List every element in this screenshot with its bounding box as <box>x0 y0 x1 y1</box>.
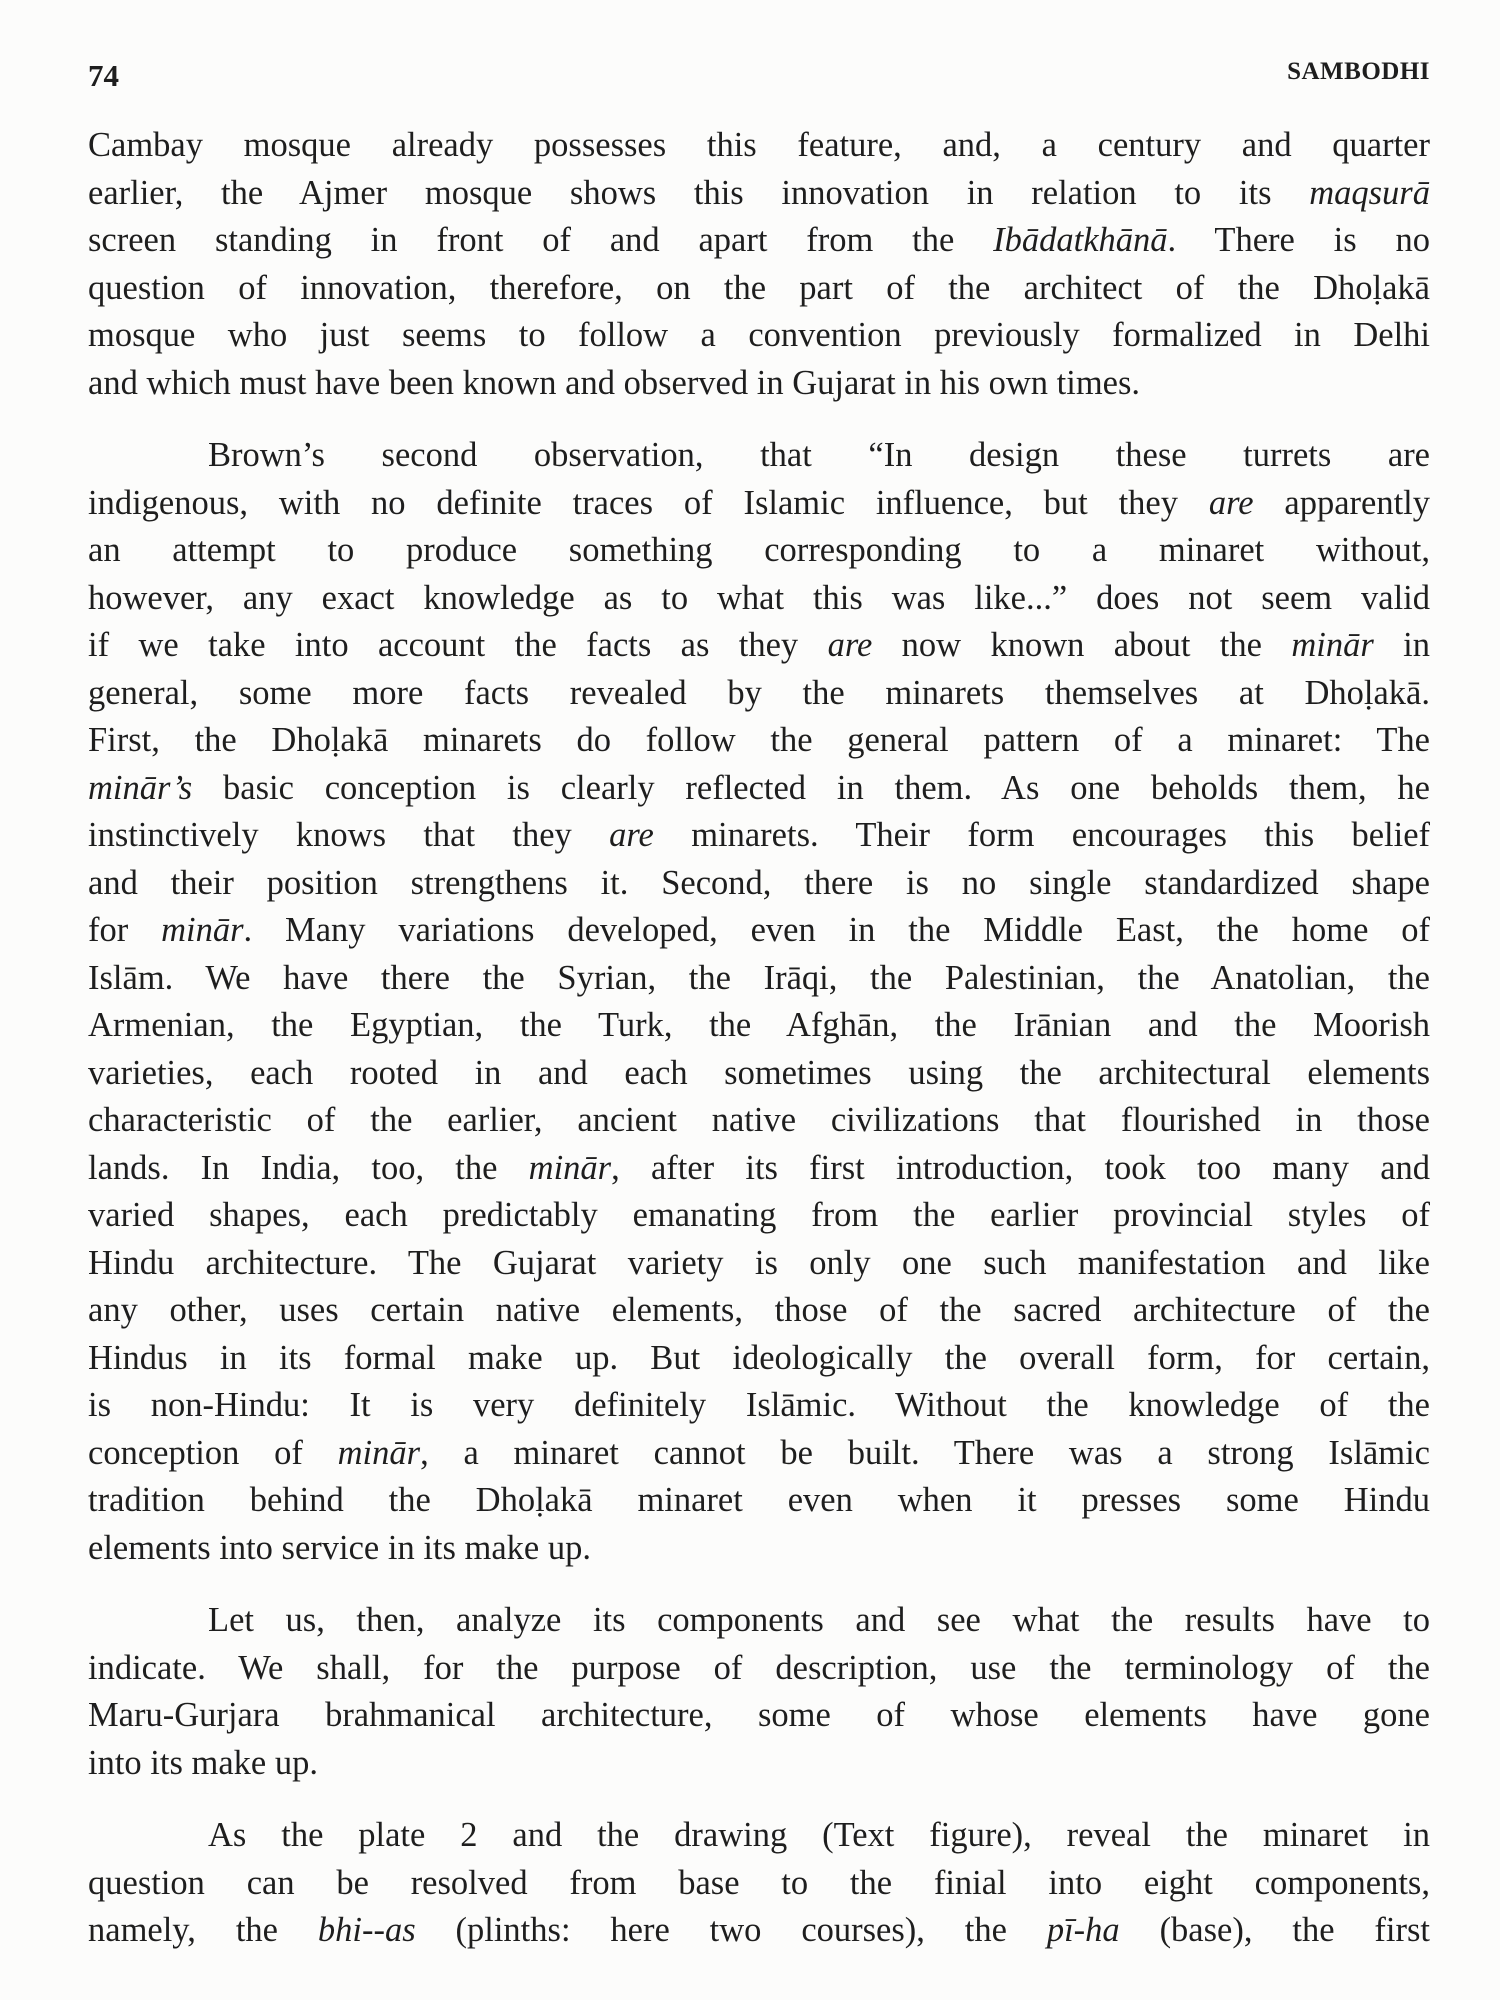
text-line: namely, the bhi--as (plinths: here two courses), the pī-ha (base), the first <box>88 1911 1430 1949</box>
paragraph-3 <box>88 1597 1430 1787</box>
text-line: conception of minār, a minaret cannot be built. There was a strong Islāmic <box>88 1433 1430 1472</box>
body-text <box>88 122 1430 1955</box>
paragraph-2 <box>88 432 1430 1572</box>
text-line: question can be resolved from base to the finial into eight components, <box>88 1863 1430 1902</box>
page-number: 74 <box>88 58 119 93</box>
text-line: Hindus in its formal make up. But ideologically the overall form, for certain, <box>88 1338 1430 1377</box>
text-line: any other, uses certain native elements, those of the sacred architecture of the <box>88 1291 1430 1329</box>
text-line: lands. In India, too, the minār, after its first introduction, took too many and <box>88 1148 1431 1187</box>
text-line: indicate. We shall, for the purpose of description, use the terminology of the <box>88 1648 1430 1687</box>
text-line: minār’s basic conception is clearly reflected in them. As one beholds them, he <box>88 768 1430 807</box>
text-line: characteristic of the earlier, ancient native civilizations that flourished in those <box>88 1101 1430 1139</box>
text-line: mosque who just seems to follow a convention previously formalized in Delhi <box>88 316 1430 354</box>
text-line: into its make up. <box>88 1743 318 1782</box>
text-line: indigenous, with no definite traces of Islamic influence, but they are apparently <box>88 483 1430 522</box>
text-line: Islām. We have there the Syrian, the Irāqi, the Palestinian, the Anatolian, the <box>88 958 1430 997</box>
text-line: tradition behind the Dhoḷakā minaret even when it presses some Hindu <box>88 1481 1430 1519</box>
text-line: Armenian, the Egyptian, the Turk, the Afghān, the Irānian and the Moorish <box>88 1006 1430 1044</box>
page-header <box>88 58 1430 98</box>
running-head: SAMBODHI <box>1287 58 1430 85</box>
text-line: and their position strengthens it. Second, there is no single standardized shape <box>88 863 1430 902</box>
text-line: elements into service in its make up. <box>88 1528 591 1567</box>
text-line: however, any exact knowledge as to what this was like...” does not seem valid <box>88 578 1430 617</box>
text-line: screen standing in front of and apart from the Ibādatkhānā. There is no <box>88 221 1431 259</box>
text-line: Brown’s second observation, that “In design these turrets are <box>208 436 1430 474</box>
text-line: Hindu architecture. The Gujarat variety is only one such manifestation and like <box>88 1243 1430 1282</box>
paragraph-1 <box>88 122 1430 407</box>
text-line: earlier, the Ajmer mosque shows this innovation in relation to its maqsurā <box>88 173 1430 212</box>
text-line: question of innovation, therefore, on the part of the architect of the Dhoḷakā <box>88 268 1430 307</box>
text-line: if we take into account the facts as they are now known about the minār in <box>88 626 1430 664</box>
text-line: Maru-Gurjara brahmanical architecture, some of whose elements have gone <box>88 1696 1430 1734</box>
text-line: an attempt to produce something corresponding to a minaret without, <box>88 531 1430 569</box>
text-line: As the plate 2 and the drawing (Text figure), reveal the minaret in <box>208 1816 1430 1854</box>
text-line: and which must have been known and observed in Gujarat in his own times. <box>88 363 1141 402</box>
text-line: general, some more facts revealed by the minarets themselves at Dhoḷakā. <box>88 673 1430 712</box>
text-line: First, the Dhoḷakā minarets do follow the general pattern of a minaret: The <box>88 721 1430 759</box>
text-line: varieties, each rooted in and each sometimes using the architectural elements <box>88 1053 1430 1092</box>
text-line: is non-Hindu: It is very definitely Islāmic. Without the knowledge of the <box>88 1386 1430 1424</box>
text-line: varied shapes, each predictably emanating from the earlier provincial styles of <box>88 1196 1430 1234</box>
paragraph-4 <box>88 1812 1430 1955</box>
text-line: for minār. Many variations developed, even in the Middle East, the home of <box>88 911 1430 949</box>
text-line: instinctively knows that they are minarets. Their form encourages this belief <box>88 816 1430 854</box>
text-line: Let us, then, analyze its components and see what the results have to <box>208 1601 1430 1639</box>
text-line: Cambay mosque already possesses this feature, and, a century and quarter <box>88 126 1430 164</box>
